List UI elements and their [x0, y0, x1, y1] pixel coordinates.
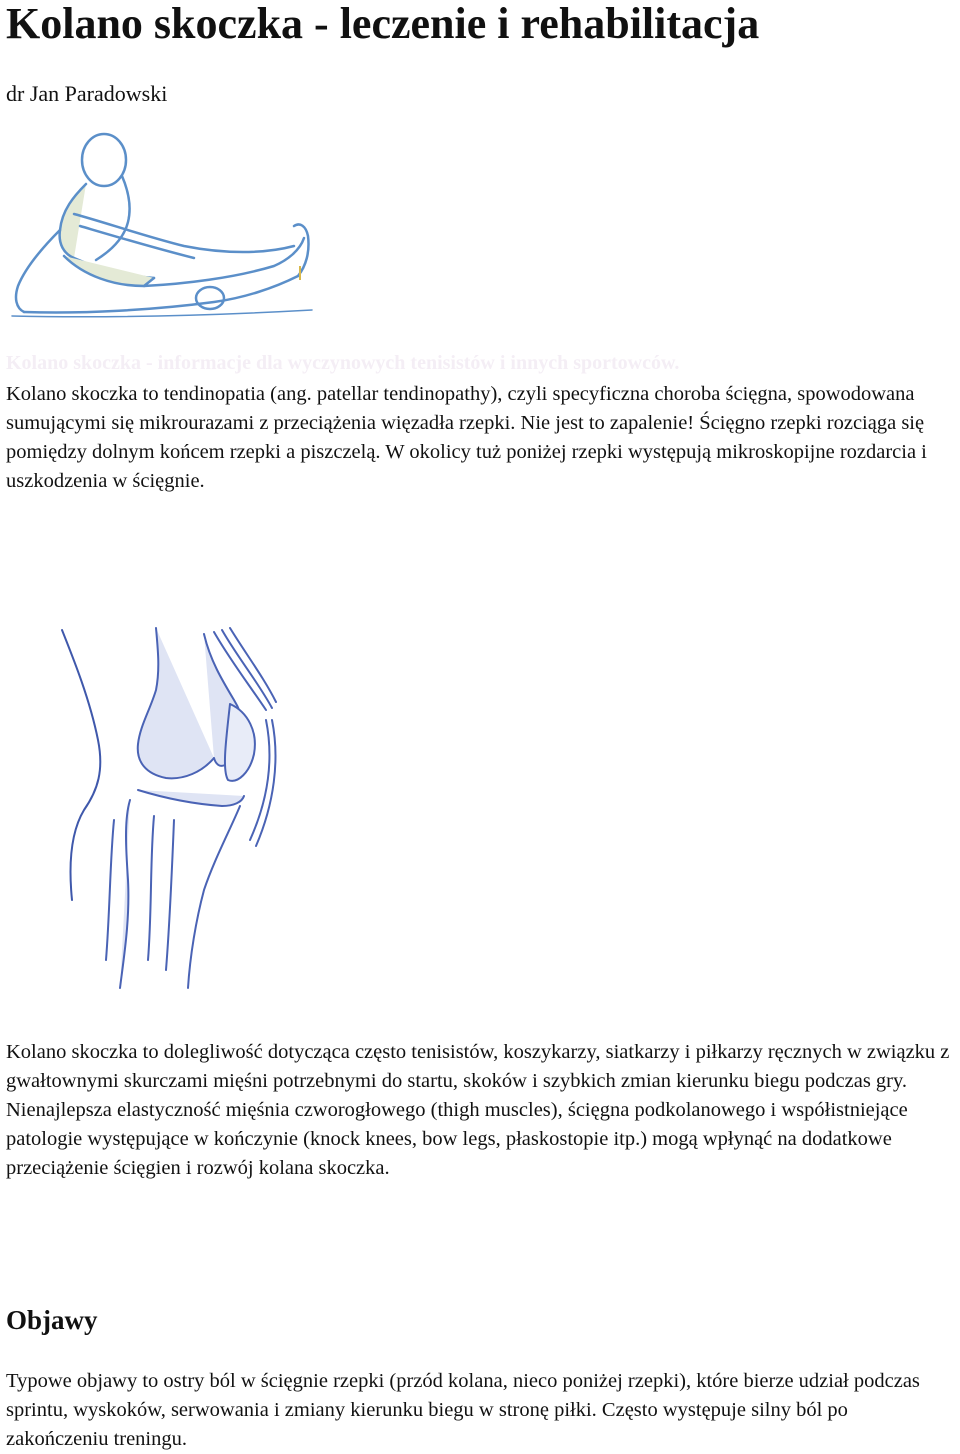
description-paragraph: Kolano skoczka to dolegliwość dotycząca często tenisistów, koszykarzy, siatkarzy i piłkarzy ręcznych w związku z gwałtownymi skurczami mięśni potrzebnymi do startu, skoków i szybkich zmian kierunku biegu podczas gry. Nienajlepsza elastyczność mięśnia czworogłowego (thigh muscles), ścięgna podkolanowego i współistniejące patologie występujące w kończynie (knock knees, bow legs, płaskostopie itp.) mogą wpłynąć na dodatkowe przeciążenie ścięgien i rozwój kolana skoczka. — [6, 1041, 950, 1179]
stretch-figure-illustration — [4, 126, 316, 322]
author-name: dr Jan Paradowski — [6, 81, 168, 106]
page-title: Kolano skoczka - leczenie i rehabilitacja — [6, 0, 760, 48]
knee-anatomy-illustration — [54, 620, 290, 992]
symptoms-paragraph: Typowe objawy to ostry ból w ścięgnie rzepki (przód kolana, nieco poniżej rzepki), które bierze udział podczas sprintu, wyskoków, serwowania i zmiany kierunku biegu w stronę piłki. Często występuje silny ból po zakończeniu treningu. — [6, 1370, 920, 1450]
section-heading-symptoms: Objawy — [6, 1305, 98, 1335]
intro-paragraph: Kolano skoczka to tendinopatia (ang. patellar tendinopathy), czyli specyficzna choroba ścięgna, spowodowana sumującymi się mikrourazami z przeciążenia więzadła rzepki. Nie jest to zapalenie! Ścięgno rzepki rozciąga się pomiędzy dolnym końcem rzepki a piszczelą. W okolicy tuż poniżej rzepki występują mikroskopijne rozdarcia i uszkodzenia w ścięgnie. — [6, 383, 927, 492]
faint-caption: Kolano skoczka - informacje dla wyczynowych tenisistów i innych sportowców. — [6, 352, 680, 374]
